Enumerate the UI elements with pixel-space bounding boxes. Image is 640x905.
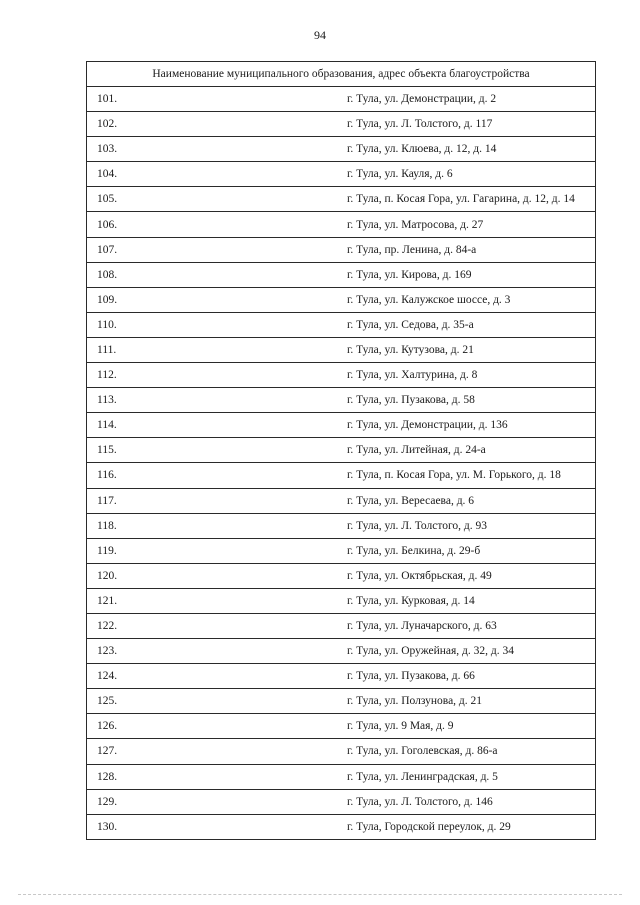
row-number: 121. [87, 588, 342, 613]
row-number: 107. [87, 237, 342, 262]
table-header-row [87, 62, 596, 87]
row-address: г. Тула, ул. Гоголевская, д. 86-а [341, 739, 596, 764]
table-row [87, 538, 596, 563]
table-row [87, 237, 596, 262]
table-row [87, 337, 596, 362]
row-number: 106. [87, 212, 342, 237]
row-number: 122. [87, 613, 342, 638]
row-number: 111. [87, 337, 342, 362]
table-row [87, 438, 596, 463]
row-number: 113. [87, 388, 342, 413]
table-row [87, 689, 596, 714]
page-number: 94 [314, 28, 326, 42]
row-number: 112. [87, 363, 342, 388]
row-number: 116. [87, 463, 342, 488]
row-number: 130. [87, 814, 342, 839]
row-address: г. Тула, ул. Ленинградская, д. 5 [341, 764, 596, 789]
table-row [87, 212, 596, 237]
table-row [87, 513, 596, 538]
row-number: 119. [87, 538, 342, 563]
table-body [87, 87, 596, 840]
row-address: г. Тула, ул. Кауля, д. 6 [341, 162, 596, 187]
table-row [87, 262, 596, 287]
table-row [87, 312, 596, 337]
row-number: 126. [87, 714, 342, 739]
table-row [87, 613, 596, 638]
row-number: 120. [87, 563, 342, 588]
table-row [87, 463, 596, 488]
row-address: г. Тула, ул. Кирова, д. 169 [341, 262, 596, 287]
row-number: 128. [87, 764, 342, 789]
table-row [87, 664, 596, 689]
table-row [87, 137, 596, 162]
table-row [87, 363, 596, 388]
table-row [87, 488, 596, 513]
row-address: г. Тула, ул. Оружейная, д. 32, д. 34 [341, 639, 596, 664]
row-address: г. Тула, ул. Луначарского, д. 63 [341, 613, 596, 638]
table-row [87, 87, 596, 112]
row-address: г. Тула, Городской переулок, д. 29 [341, 814, 596, 839]
row-address: г. Тула, ул. Матросова, д. 27 [341, 212, 596, 237]
row-address: г. Тула, ул. Демонстрации, д. 2 [341, 87, 596, 112]
row-number: 115. [87, 438, 342, 463]
row-address: г. Тула, ул. Л. Толстого, д. 93 [341, 513, 596, 538]
row-number: 105. [87, 187, 342, 212]
row-number: 127. [87, 739, 342, 764]
row-number: 129. [87, 789, 342, 814]
row-number: 109. [87, 287, 342, 312]
table-row [87, 563, 596, 588]
table-row [87, 588, 596, 613]
row-number: 114. [87, 413, 342, 438]
row-number: 108. [87, 262, 342, 287]
row-number: 101. [87, 87, 342, 112]
row-number: 125. [87, 689, 342, 714]
row-number: 117. [87, 488, 342, 513]
row-address: г. Тула, ул. Л. Толстого, д. 117 [341, 112, 596, 137]
row-address: г. Тула, ул. Демонстрации, д. 136 [341, 413, 596, 438]
row-number: 124. [87, 664, 342, 689]
table-row [87, 814, 596, 839]
row-number: 104. [87, 162, 342, 187]
table-row [87, 714, 596, 739]
row-number: 123. [87, 639, 342, 664]
row-address: г. Тула, ул. Ползунова, д. 21 [341, 689, 596, 714]
row-address: г. Тула, ул. Л. Толстого, д. 146 [341, 789, 596, 814]
table-row [87, 764, 596, 789]
row-address: г. Тула, пр. Ленина, д. 84-а [341, 237, 596, 262]
row-number: 103. [87, 137, 342, 162]
row-number: 102. [87, 112, 342, 137]
table-row [87, 789, 596, 814]
table-header: Наименование муниципального образования, адрес объекта благоустройства [87, 62, 596, 87]
row-number: 110. [87, 312, 342, 337]
row-address: г. Тула, ул. Вересаева, д. 6 [341, 488, 596, 513]
row-address: г. Тула, ул. Клюева, д. 12, д. 14 [341, 137, 596, 162]
table-row [87, 388, 596, 413]
row-address: г. Тула, ул. Курковая, д. 14 [341, 588, 596, 613]
table-row [87, 162, 596, 187]
row-address: г. Тула, ул. Пузакова, д. 58 [341, 388, 596, 413]
row-address: г. Тула, ул. Седова, д. 35-а [341, 312, 596, 337]
row-address: г. Тула, ул. Халтурина, д. 8 [341, 363, 596, 388]
table-row [87, 739, 596, 764]
table-row [87, 287, 596, 312]
address-table [86, 61, 596, 840]
row-address: г. Тула, ул. 9 Мая, д. 9 [341, 714, 596, 739]
row-number: 118. [87, 513, 342, 538]
table-row [87, 639, 596, 664]
row-address: г. Тула, ул. Литейная, д. 24-а [341, 438, 596, 463]
row-address: г. Тула, ул. Калужское шоссе, д. 3 [341, 287, 596, 312]
row-address: г. Тула, ул. Пузакова, д. 66 [341, 664, 596, 689]
row-address: г. Тула, ул. Октябрьская, д. 49 [341, 563, 596, 588]
table-row [87, 413, 596, 438]
row-address: г. Тула, ул. Белкина, д. 29-б [341, 538, 596, 563]
row-address: г. Тула, п. Косая Гора, ул. М. Горького, д. 18 [341, 463, 596, 488]
table-row [87, 112, 596, 137]
table-row [87, 187, 596, 212]
row-address: г. Тула, п. Косая Гора, ул. Гагарина, д. 12, д. 14 [341, 187, 596, 212]
scan-artifact-line [18, 894, 622, 895]
row-address: г. Тула, ул. Кутузова, д. 21 [341, 337, 596, 362]
